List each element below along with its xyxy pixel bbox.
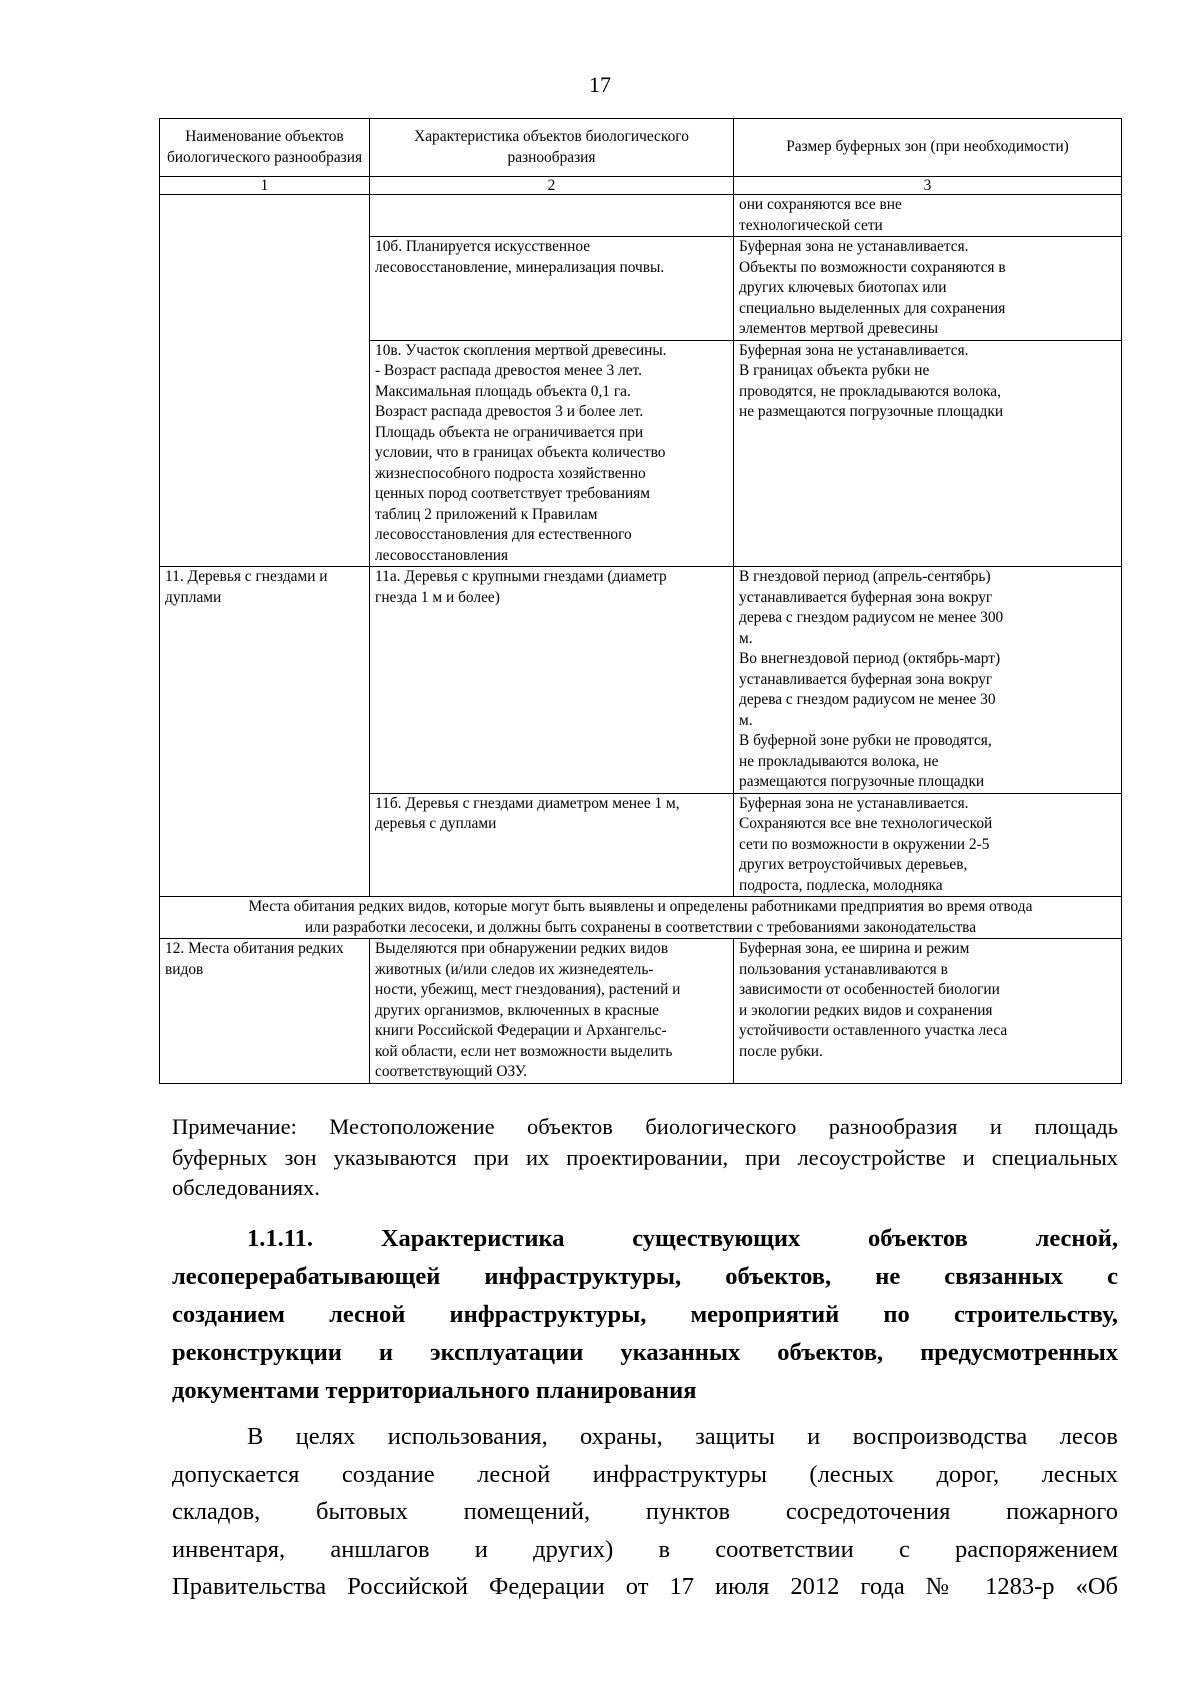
buffer-cell: В гнездовой период (апрель-сентябрь) устанавливается буферная зона вокруг дерева с гнездом радиусом не менее 300 м. Во внегнездовой период (октябрь-март) устанавливается буферная зона вокруг дерева с гнездом радиусом не менее 30 м. В буферной зоне рубки не проводятся, не прокладываются волока, не размещаются погрузочные площадки (734, 567, 1122, 794)
biodiversity-table (159, 118, 1122, 1084)
note-line: буферных зон указываются при их проектировании, при лесоустройстве и специальных (172, 1144, 1118, 1170)
object-name-cell: 12. Места обитания редких видов (160, 939, 370, 1084)
paragraph-line: складов, бытовых помещений, пунктов сосредоточения пожарного (172, 1498, 1118, 1525)
characteristic-cell: 11а. Деревья с крупными гнездами (диаметр гнезда 1 м и более) (370, 567, 734, 794)
characteristic-cell (370, 195, 734, 237)
paragraph-line: допускается создание лесной инфраструктуры (лесных дорог, лесных (172, 1460, 1118, 1488)
page-number: 17 (589, 72, 611, 97)
buffer-cell: Буферная зона не устанавливается. В границах объекта рубки не проводятся, не прокладываются волока, не размещаются погрузочные площадки (734, 340, 1122, 567)
body-paragraph (172, 1418, 1118, 1606)
column-number: 2 (370, 177, 734, 195)
characteristic-cell: 10б. Планируется искусственное лесовосстановление, минерализация почвы. (370, 237, 734, 341)
paragraph-line: Правительства Российской Федерации от 17 июля 2012 года № 1283-р «Об (172, 1573, 1118, 1600)
characteristic-cell: Выделяются при обнаружении редких видов животных (и/или следов их жизнедеятель- ности, убежищ, мест гнездования), растений и других организмов, включенных в красные книги Российской Федерации и Архангельс- кой области, если нет возможности выделить соответствующий ОЗУ. (370, 939, 734, 1084)
section-heading (172, 1220, 1118, 1410)
heading-line: созданием лесной инфраструктуры, мероприятий по строительству, (172, 1301, 1118, 1328)
buffer-cell: они сохраняются все вне технологической сети (734, 195, 1122, 237)
header-characteristic: Характеристика объектов биологического разнообразия (370, 119, 734, 177)
column-number: 1 (160, 177, 370, 195)
heading-line: реконструкции и эксплуатации указанных объектов, предусмотренных (172, 1339, 1118, 1366)
buffer-cell: Буферная зона, ее ширина и режим пользования устанавливаются в зависимости от особенностей биологии и экологии редких видов и сохранения устойчивости оставленного участка леса после рубки. (734, 939, 1122, 1084)
column-number-row (160, 177, 1122, 195)
section-row-cell: Места обитания редких видов, которые могут быть выявлены и определены работниками предприятия во время отвода или разработки лесосеки, и должны быть сохранены в соответствии с требованиями законодательства (160, 897, 1122, 939)
buffer-cell: Буферная зона не устанавливается. Объекты по возможности сохраняются в других ключевых биотопах или специально выделенных для сохранения элементов мертвой древесины (734, 237, 1122, 341)
characteristic-cell: 10в. Участок скопления мертвой древесины. - Возраст распада древостоя менее 3 лет. Максимальная площадь объекта 0,1 га. Возраст распада древостоя 3 и более лет. Площадь объекта не ограничивается при условии, что в границах объекта количество жизнеспособного подроста хозяйственно ценных пород соответствует требованиям таблиц 2 приложений к Правилам лесовосстановления для естественного лесовосстановления (370, 340, 734, 567)
table-row (160, 195, 1122, 237)
header-name: Наименование объектов биологического разнообразия (160, 119, 370, 177)
paragraph-line: В целях использования, охраны, защиты и воспроизводства лесов (247, 1423, 1118, 1450)
table-row (160, 567, 1122, 794)
object-name-cell (160, 195, 370, 567)
column-number: 3 (734, 177, 1122, 195)
note-line: обследованиях. (172, 1175, 320, 1200)
heading-line: документами территориального планирования (172, 1377, 697, 1404)
heading-line: лесоперерабатывающей инфраструктуры, объектов, не связанных с (172, 1263, 1118, 1290)
table-row (160, 939, 1122, 1084)
table-section-row (160, 897, 1122, 939)
header-buffer-size: Размер буферных зон (при необходимости) (734, 119, 1122, 177)
table-header-row (160, 119, 1122, 177)
table-note (172, 1112, 1118, 1204)
characteristic-cell: 11б. Деревья с гнездами диаметром менее 1 м, деревья с дуплами (370, 793, 734, 897)
heading-line: 1.1.11. Характеристика существующих объектов лесной, (247, 1225, 1118, 1252)
note-line: Примечание: Местоположение объектов биологического разнообразия и площадь (172, 1114, 1118, 1139)
buffer-cell: Буферная зона не устанавливается. Сохраняются все вне технологической сети по возможности в окружении 2-5 других ветроустойчивых деревьев, подроста, подлеска, молодняка (734, 793, 1122, 897)
paragraph-line: инвентаря, аншлагов и других) в соответствии с распоряжением (172, 1535, 1118, 1563)
object-name-cell: 11. Деревья с гнездами и дуплами (160, 567, 370, 897)
